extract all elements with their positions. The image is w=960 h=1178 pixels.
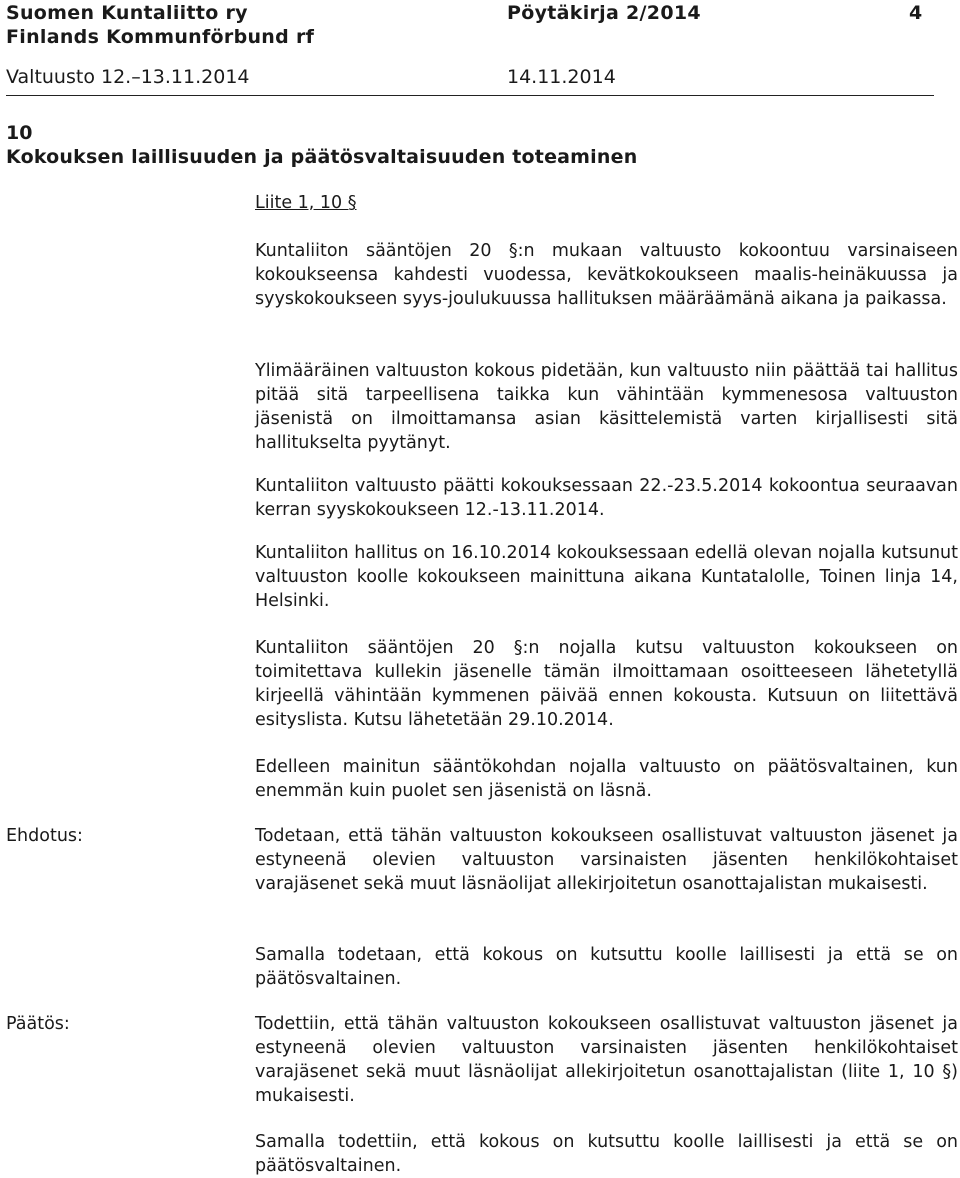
- decision-paragraph: Samalla todettiin, että kokous on kutsuttu koolle laillisesti ja että se on päätösvaltainen.: [255, 1132, 958, 1176]
- section-number: 10: [6, 122, 33, 144]
- body-paragraph: Edelleen mainitun sääntökohdan nojalla valtuusto on päätösvaltainen, kun enemmän kuin puolet sen jäsenistä on läsnä.: [255, 757, 958, 801]
- proposal-paragraph: Todetaan, että tähän valtuuston kokoukseen osallistuvat valtuuston jäsenet ja estyneenä olevien valtuuston varsinaisten jäsenten henkilökohtaiset varajäsenet sekä muut läsnäolijat allekirjoitetun osanottajalistan mukaisesti.: [255, 826, 958, 894]
- meeting-dates: Valtuusto 12.–13.11.2014: [6, 66, 250, 88]
- attachment-reference[interactable]: Liite 1, 10 §: [255, 193, 357, 213]
- decision-label: Päätös:: [6, 1014, 70, 1034]
- organization-name-sv: Finlands Kommunförbund rf: [6, 26, 315, 48]
- proposal-label: Ehdotus:: [6, 826, 83, 846]
- document-identifier: Pöytäkirja 2/2014: [507, 2, 701, 24]
- body-paragraph: Ylimääräinen valtuuston kokous pidetään, kun valtuusto niin päättää tai hallitus pitää sitä tarpeellisena taikka kun vähintään kymmenesosa valtuuston jäsenistä on ilmoittamansa asian käsittelemistä varten kirjallisesti sitä hallitukselta pyytänyt.: [255, 361, 958, 453]
- decision-paragraph: Todettiin, että tähän valtuuston kokoukseen osallistuvat valtuuston jäsenet ja estyneenä olevien valtuuston varsinaisten jäsenten henkilökohtaiset varajäsenet sekä muut läsnäolijat allekirjoitetun osanottajalistan (liite 1, 10 §) mukaisesti.: [255, 1014, 958, 1106]
- body-paragraph: Kuntaliiton sääntöjen 20 §:n mukaan valtuusto kokoontuu varsinaiseen kokoukseensa kahdesti vuodessa, kevätkokoukseen maalis-heinäkuussa ja syyskokoukseen syys-joulukuussa hallituksen määräämänä aikana ja paikassa.: [255, 241, 958, 309]
- body-paragraph: Kuntaliiton hallitus on 16.10.2014 kokouksessaan edellä olevan nojalla kutsunut valtuuston koolle kokoukseen mainittuna aikana Kuntatalolle, Toinen linja 14, Helsinki.: [255, 543, 958, 611]
- header-divider: [6, 95, 934, 96]
- page-number: 4: [909, 2, 923, 24]
- section-title: Kokouksen laillisuuden ja päätösvaltaisuuden toteaminen: [6, 146, 638, 168]
- organization-name-fi: Suomen Kuntaliitto ry: [6, 2, 248, 24]
- body-paragraph: Kuntaliiton valtuusto päätti kokouksessaan 22.-23.5.2014 kokoontua seuraavan kerran syyskokoukseen 12.-13.11.2014.: [255, 476, 958, 520]
- body-paragraph: Kuntaliiton sääntöjen 20 §:n nojalla kutsu valtuuston kokoukseen on toimitettava kullekin jäsenelle tämän ilmoittamaan osoitteeseen lähetetyllä kirjeellä vähintään kymmenen päivää ennen kokousta. Kutsuun on liitettävä esityslista. Kutsu lähetetään 29.10.2014.: [255, 638, 958, 730]
- document-date: 14.11.2014: [507, 66, 616, 88]
- proposal-paragraph: Samalla todetaan, että kokous on kutsuttu koolle laillisesti ja että se on päätösvaltainen.: [255, 945, 958, 989]
